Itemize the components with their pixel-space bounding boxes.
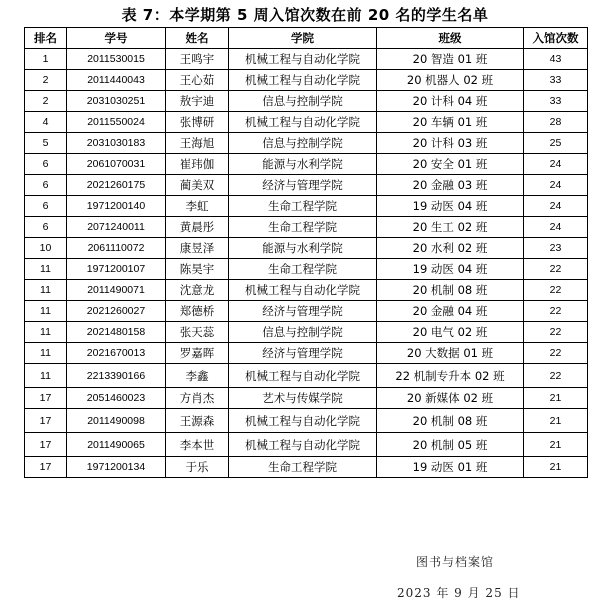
cell-visit-count: 21 [524, 457, 588, 478]
cell-student-id: 2021260027 [67, 301, 166, 322]
cell-student-id: 2011440043 [67, 70, 166, 91]
cell-rank: 11 [25, 364, 67, 388]
cell-rank: 17 [25, 409, 67, 433]
cell-visit-count: 22 [524, 343, 588, 364]
cell-college: 生命工程学院 [229, 196, 377, 217]
cell-college: 信息与控制学院 [229, 322, 377, 343]
cell-class: 22 机制专升本 02 班 [377, 364, 524, 388]
cell-rank: 5 [25, 133, 67, 154]
cell-college: 生命工程学院 [229, 259, 377, 280]
cell-student-id: 2011490065 [67, 433, 166, 457]
table-row [25, 91, 588, 112]
cell-rank: 11 [25, 259, 67, 280]
cell-college: 机械工程与自动化学院 [229, 70, 377, 91]
cell-student-id: 2031030251 [67, 91, 166, 112]
table-row [25, 133, 588, 154]
cell-name: 罗嘉晖 [166, 343, 229, 364]
cell-student-id: 2011550024 [67, 112, 166, 133]
table-row [25, 259, 588, 280]
cell-visit-count: 22 [524, 364, 588, 388]
cell-visit-count: 23 [524, 238, 588, 259]
cell-visit-count: 43 [524, 49, 588, 70]
cell-rank: 4 [25, 112, 67, 133]
cell-student-id: 2021480158 [67, 322, 166, 343]
cell-student-id: 2071240011 [67, 217, 166, 238]
cell-visit-count: 22 [524, 301, 588, 322]
table-row [25, 301, 588, 322]
cell-class: 20 水利 02 班 [377, 238, 524, 259]
cell-visit-count: 21 [524, 433, 588, 457]
cell-name: 张天蕊 [166, 322, 229, 343]
cell-student-id: 2051460023 [67, 388, 166, 409]
cell-rank: 2 [25, 70, 67, 91]
cell-class: 20 金融 04 班 [377, 301, 524, 322]
cell-name: 王鸣宇 [166, 49, 229, 70]
header-student-id: 学号 [67, 28, 166, 49]
table-row [25, 457, 588, 478]
cell-visit-count: 33 [524, 91, 588, 112]
cell-student-id: 2061070031 [67, 154, 166, 175]
cell-visit-count: 28 [524, 112, 588, 133]
cell-rank: 1 [25, 49, 67, 70]
cell-class: 20 电气 02 班 [377, 322, 524, 343]
cell-college: 经济与管理学院 [229, 343, 377, 364]
cell-rank: 6 [25, 154, 67, 175]
cell-name: 黄晨彤 [166, 217, 229, 238]
cell-college: 艺术与传媒学院 [229, 388, 377, 409]
cell-class: 19 动医 04 班 [377, 259, 524, 280]
cell-rank: 11 [25, 280, 67, 301]
header-name: 姓名 [166, 28, 229, 49]
cell-name: 王源森 [166, 409, 229, 433]
table-title: 表 7：本学期第 5 周入馆次数在前 20 名的学生名单 [121, 6, 489, 24]
table-row [25, 196, 588, 217]
cell-college: 信息与控制学院 [229, 91, 377, 112]
cell-class: 20 机器人 02 班 [377, 70, 524, 91]
cell-rank: 11 [25, 322, 67, 343]
cell-name: 张博研 [166, 112, 229, 133]
cell-name: 沈意龙 [166, 280, 229, 301]
header-rank: 排名 [25, 28, 67, 49]
cell-rank: 6 [25, 175, 67, 196]
cell-college: 经济与管理学院 [229, 175, 377, 196]
cell-student-id: 2021260175 [67, 175, 166, 196]
cell-student-id: 2031030183 [67, 133, 166, 154]
table-row [25, 175, 588, 196]
cell-class: 20 大数据 01 班 [377, 343, 524, 364]
cell-visit-count: 21 [524, 409, 588, 433]
table-row [25, 343, 588, 364]
cell-visit-count: 25 [524, 133, 588, 154]
cell-college: 能源与水利学院 [229, 238, 377, 259]
cell-college: 机械工程与自动化学院 [229, 49, 377, 70]
cell-rank: 6 [25, 217, 67, 238]
cell-visit-count: 22 [524, 322, 588, 343]
footer-organization: 图书与档案馆 [416, 555, 495, 569]
header-college: 学院 [229, 28, 377, 49]
table-row [25, 217, 588, 238]
cell-student-id: 1971200140 [67, 196, 166, 217]
cell-name: 李虹 [166, 196, 229, 217]
table-header-row [25, 28, 588, 49]
cell-name: 陈昊宇 [166, 259, 229, 280]
cell-name: 李鑫 [166, 364, 229, 388]
cell-rank: 17 [25, 457, 67, 478]
cell-rank: 17 [25, 388, 67, 409]
cell-rank: 17 [25, 433, 67, 457]
cell-class: 20 机制 05 班 [377, 433, 524, 457]
table-row [25, 154, 588, 175]
cell-visit-count: 22 [524, 259, 588, 280]
table-row [25, 364, 588, 388]
cell-student-id: 2011490071 [67, 280, 166, 301]
table-row [25, 388, 588, 409]
cell-class: 20 机制 08 班 [377, 280, 524, 301]
cell-college: 机械工程与自动化学院 [229, 364, 377, 388]
footer-date: 2023 年 9 月 25 日 [397, 586, 521, 600]
cell-college: 生命工程学院 [229, 217, 377, 238]
cell-visit-count: 33 [524, 70, 588, 91]
cell-college: 经济与管理学院 [229, 301, 377, 322]
cell-rank: 6 [25, 196, 67, 217]
table-row [25, 70, 588, 91]
cell-rank: 11 [25, 343, 67, 364]
cell-class: 20 安全 01 班 [377, 154, 524, 175]
cell-college: 能源与水利学院 [229, 154, 377, 175]
cell-college: 生命工程学院 [229, 457, 377, 478]
table-row [25, 238, 588, 259]
table-row [25, 280, 588, 301]
cell-college: 机械工程与自动化学院 [229, 409, 377, 433]
cell-rank: 2 [25, 91, 67, 112]
cell-name: 蔺美双 [166, 175, 229, 196]
cell-rank: 10 [25, 238, 67, 259]
cell-college: 信息与控制学院 [229, 133, 377, 154]
cell-visit-count: 24 [524, 175, 588, 196]
table-row [25, 112, 588, 133]
cell-student-id: 2011490098 [67, 409, 166, 433]
cell-class: 19 动医 04 班 [377, 196, 524, 217]
cell-student-id: 2021670013 [67, 343, 166, 364]
cell-student-id: 2061110072 [67, 238, 166, 259]
table-row [25, 49, 588, 70]
cell-visit-count: 24 [524, 217, 588, 238]
cell-college: 机械工程与自动化学院 [229, 433, 377, 457]
table-row [25, 409, 588, 433]
cell-name: 郑德桥 [166, 301, 229, 322]
cell-rank: 11 [25, 301, 67, 322]
cell-class: 20 智造 01 班 [377, 49, 524, 70]
cell-class: 20 计科 04 班 [377, 91, 524, 112]
cell-student-id: 1971200134 [67, 457, 166, 478]
cell-student-id: 2213390166 [67, 364, 166, 388]
table-row [25, 433, 588, 457]
cell-visit-count: 22 [524, 280, 588, 301]
cell-class: 20 车辆 01 班 [377, 112, 524, 133]
cell-class: 19 动医 01 班 [377, 457, 524, 478]
table-row [25, 322, 588, 343]
cell-college: 机械工程与自动化学院 [229, 280, 377, 301]
cell-class: 20 金融 03 班 [377, 175, 524, 196]
cell-name: 康昱泽 [166, 238, 229, 259]
top-visitors-table [24, 27, 588, 478]
cell-student-id: 2011530015 [67, 49, 166, 70]
cell-visit-count: 24 [524, 196, 588, 217]
cell-visit-count: 24 [524, 154, 588, 175]
cell-name: 李本世 [166, 433, 229, 457]
cell-name: 敖宇迪 [166, 91, 229, 112]
cell-class: 20 生工 02 班 [377, 217, 524, 238]
cell-class: 20 机制 08 班 [377, 409, 524, 433]
cell-name: 方肖杰 [166, 388, 229, 409]
cell-class: 20 新媒体 02 班 [377, 388, 524, 409]
cell-name: 崔玮伽 [166, 154, 229, 175]
cell-student-id: 1971200107 [67, 259, 166, 280]
cell-class: 20 计科 03 班 [377, 133, 524, 154]
cell-name: 王心茹 [166, 70, 229, 91]
header-class: 班级 [377, 28, 524, 49]
cell-college: 机械工程与自动化学院 [229, 112, 377, 133]
cell-visit-count: 21 [524, 388, 588, 409]
cell-name: 于乐 [166, 457, 229, 478]
header-visit-count: 入馆次数 [524, 28, 588, 49]
cell-name: 王海旭 [166, 133, 229, 154]
